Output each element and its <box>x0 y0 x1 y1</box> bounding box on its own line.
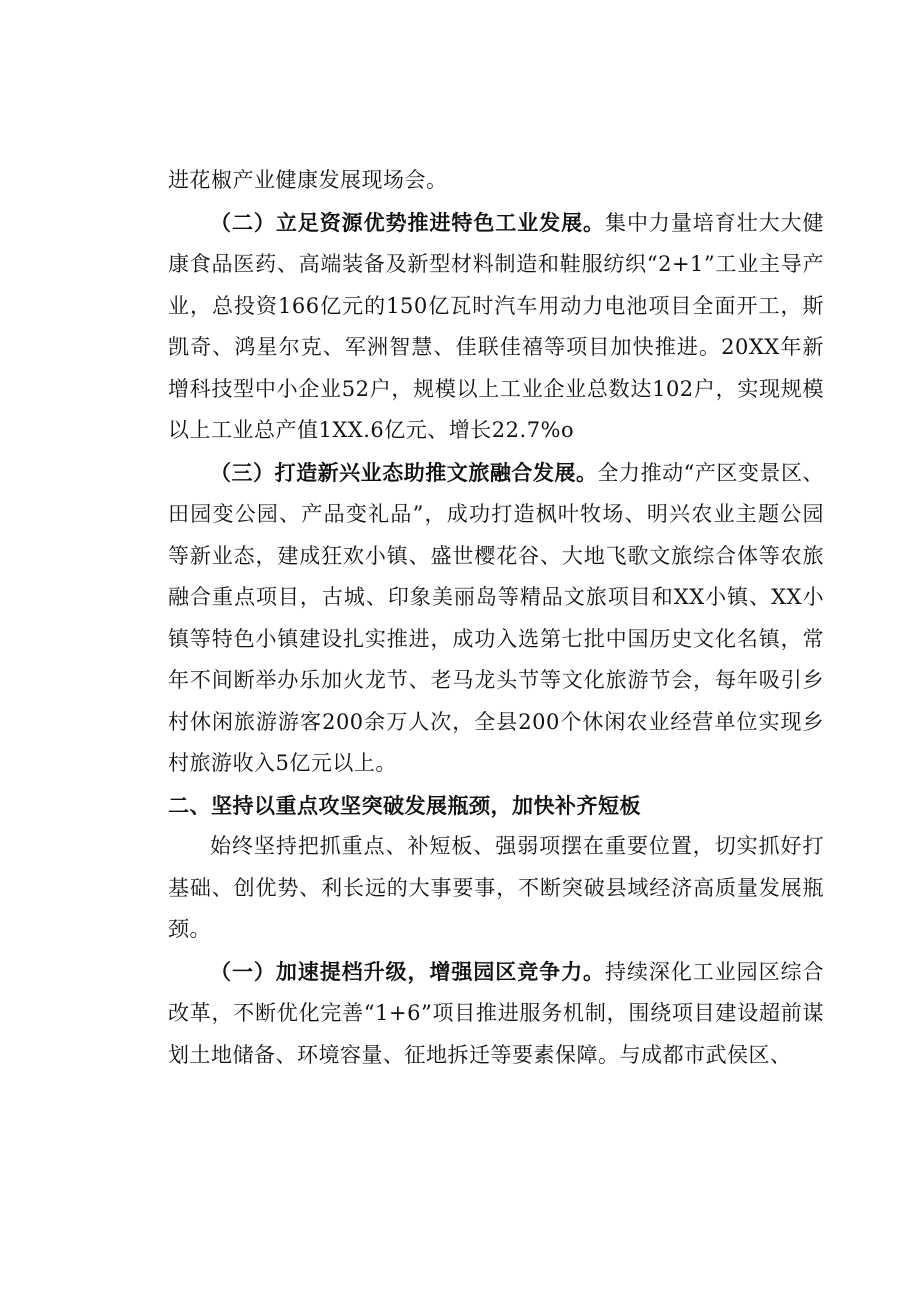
paragraph-intro <box>168 826 824 951</box>
paragraph-lead-heading: （三）打造新兴业态助推文旅融合发展。 <box>210 459 598 485</box>
paragraph-lead-heading: （二）立足资源优势推进特色工业发展。 <box>210 209 605 235</box>
paragraph-text: 集中力量培育壮大大健康食品医药、高端装备及新型材料制造和鞋服纺织“2+1”工业主导产业，总投资166亿元的150亿瓦时汽车用动力电池项目全面开工，斯凯奇、鸿星尔克、军洲智慧、佳联佳禧等项目加快推进。20XX年新增科技型中小企业52户，规模以上工业企业总数达102户，实现规模以上工业总产值1XX.6亿元、增长22.7%o <box>168 210 824 442</box>
paragraph-industry <box>168 202 824 452</box>
paragraph-text: 全力推动“产区变景区、田园变公园、产品变礼品”，成功打造枫叶牧场、明兴农业主题公园等新业态，建成狂欢小镇、盛世樱花谷、大地飞歌文旅综合体等农旅融合重点项目，古城、印象美丽岛等精品文旅项目和XX小镇、XX小镇等特色小镇建设扎实推进，成功入选第七批中国历史文化名镇，常年不间断举办乐加火龙节、老马龙头节等文化旅游节会，每年吸引乡村休闲旅游游客200余万人次，全县200个休闲农业经营单位实现乡村旅游收入5亿元以上。 <box>168 460 824 775</box>
paragraph-tourism <box>168 452 824 785</box>
paragraph-park <box>168 951 824 1077</box>
paragraph-continuation <box>168 160 824 202</box>
paragraph-lead-heading: （一）加速提档升级，增强园区竞争力。 <box>210 958 605 984</box>
document-page <box>168 160 824 1076</box>
paragraph-text: 始终坚持把抓重点、补短板、强弱项摆在重要位置，切实抓好打基础、创优势、利长远的大事要事，不断突破县域经济高质量发展瓶颈。 <box>168 834 824 941</box>
section-heading-text: 二、坚持以重点攻坚突破发展瓶颈，加快补齐短板 <box>168 792 641 818</box>
paragraph-text: 持续深化工业园区综合改革，不断优化完善“1+6”项目推进服务机制，围绕项目建设超前谋划土地储备、环境容量、征地拆迁等要素保障。与成都市武侯区、 <box>168 959 824 1067</box>
section-heading <box>168 785 824 827</box>
paragraph-text: 进花椒产业健康发展现场会。 <box>168 168 448 192</box>
